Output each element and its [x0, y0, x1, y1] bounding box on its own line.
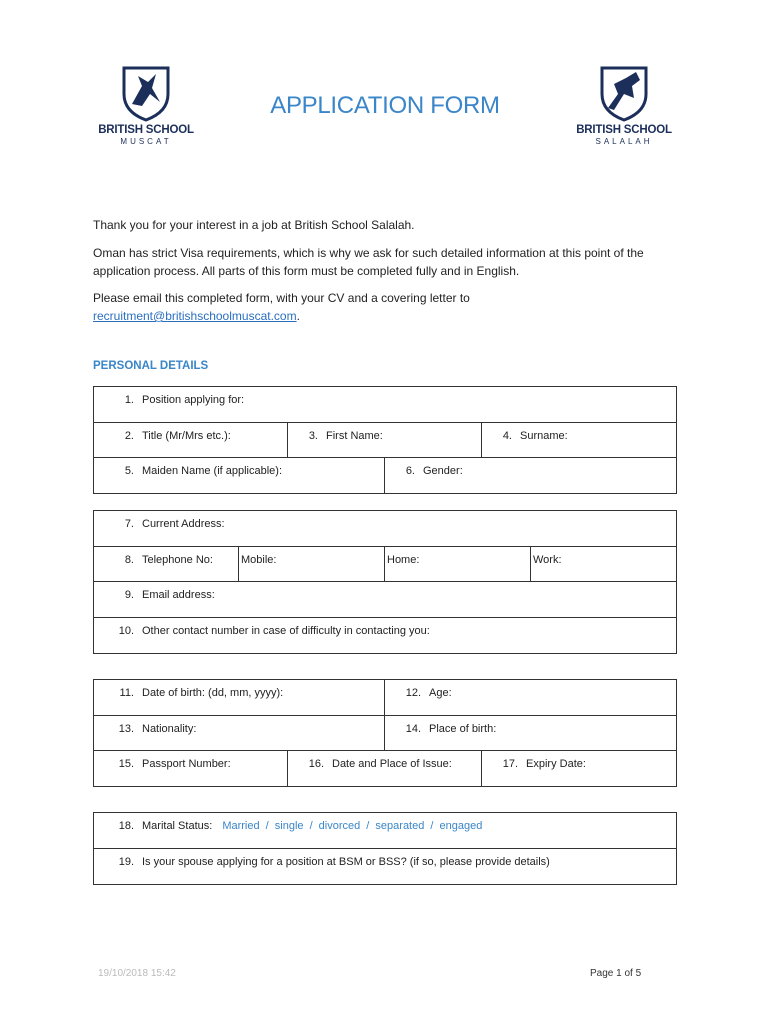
marital-status-options[interactable]: Married / single / divorced / separated / engaged [222, 820, 483, 832]
field-current-address[interactable] [94, 511, 677, 547]
footer-timestamp: 19/10/2018 15:42 [98, 968, 176, 979]
section-title-personal-details: PERSONAL DETAILS [93, 360, 209, 372]
field-number: 19. [118, 856, 134, 868]
field-work[interactable] [531, 547, 677, 582]
field-label: Surname: [520, 430, 568, 442]
intro-paragraph-3 [93, 289, 683, 325]
field-number: 10. [118, 625, 134, 637]
field-number: 18. [118, 820, 134, 832]
field-label: Date and Place of Issue: [332, 758, 452, 770]
field-maiden-name[interactable] [94, 458, 385, 494]
logo-right-name: BRITISH SCHOOL [576, 124, 672, 136]
field-number: 6. [405, 465, 415, 477]
field-age[interactable] [385, 680, 677, 716]
field-number: 7. [124, 518, 134, 530]
field-label: Work: [533, 554, 562, 566]
field-label: Home: [387, 554, 420, 566]
field-number: 14. [405, 723, 422, 735]
field-label: Current Address: [142, 518, 225, 530]
field-number: 17. [502, 758, 519, 770]
field-label: Place of birth: [429, 723, 497, 735]
intro-paragraph-3-text: Please email this completed form, with your CV and a covering letter to [93, 291, 470, 305]
field-label: Nationality: [142, 723, 197, 735]
field-label: Gender: [423, 465, 463, 477]
field-title[interactable] [94, 423, 288, 458]
field-label: Email address: [142, 589, 215, 601]
form-table-contact [93, 510, 677, 654]
field-label: Expiry Date: [526, 758, 586, 770]
field-number: 15. [118, 758, 134, 770]
field-label: Marital Status: [142, 820, 213, 832]
field-surname[interactable] [482, 423, 677, 458]
field-number: 4. [502, 430, 512, 442]
field-label: Other contact number in case of difficulty in contacting you: [142, 625, 430, 637]
logo-left-city: MUSCAT [120, 137, 172, 146]
field-mobile[interactable] [239, 547, 385, 582]
field-label: Position applying for: [142, 394, 245, 406]
field-label: Telephone No: [142, 554, 213, 566]
field-date-place-issue[interactable] [288, 751, 482, 787]
field-nationality[interactable] [94, 716, 385, 751]
field-number: 16. [308, 758, 324, 770]
page-title: APPLICATION FORM [270, 92, 500, 119]
footer-page-number: Page 1 of 5 [590, 968, 642, 979]
field-passport-number[interactable] [94, 751, 288, 787]
field-number: 12. [405, 687, 422, 699]
field-number: 8. [124, 554, 134, 566]
field-spouse-applying[interactable] [94, 849, 677, 885]
field-expiry-date[interactable] [482, 751, 677, 787]
field-email[interactable] [94, 582, 677, 618]
field-number: 2. [124, 430, 134, 442]
intro-paragraph-1: Thank you for your interest in a job at British School Salalah. [93, 218, 415, 232]
form-table-identity [93, 679, 677, 787]
field-marital-status[interactable] [94, 813, 677, 849]
intro-period: . [296, 309, 300, 323]
form-table-basic [93, 386, 677, 494]
field-label: Title (Mr/Mrs etc.): [142, 430, 231, 442]
field-first-name[interactable] [288, 423, 482, 458]
field-home[interactable] [385, 547, 531, 582]
recruitment-email-link[interactable]: recruitment@britishschoolmuscat.com [93, 309, 297, 323]
logo-left-name: BRITISH SCHOOL [98, 124, 194, 136]
field-number: 13. [118, 723, 134, 735]
field-label: Is your spouse applying for a position at BSM or BSS? (if so, please provide details) [142, 856, 550, 868]
field-position[interactable] [94, 387, 677, 423]
field-number: 3. [308, 430, 318, 442]
field-telephone [94, 547, 239, 582]
form-table-marital [93, 812, 677, 885]
field-date-of-birth[interactable] [94, 680, 385, 716]
field-label: Passport Number: [142, 758, 231, 770]
intro-paragraph-2: Oman has strict Visa requirements, which is why we ask for such detailed information at this point of the application process. All parts of this form must be completed fully and in English. [93, 246, 644, 278]
field-place-of-birth[interactable] [385, 716, 677, 751]
field-number: 1. [124, 394, 134, 406]
field-label: Maiden Name (if applicable): [142, 465, 283, 477]
field-label: Age: [429, 687, 452, 699]
field-label: First Name: [326, 430, 383, 442]
field-number: 5. [124, 465, 134, 477]
field-label: Date of birth: (dd, mm, yyyy): [142, 687, 284, 699]
field-gender[interactable] [385, 458, 677, 494]
field-label: Mobile: [241, 554, 277, 566]
logo-right-city: SALALAH [595, 137, 653, 146]
field-other-contact[interactable] [94, 618, 677, 654]
field-number: 9. [124, 589, 134, 601]
field-number: 11. [119, 687, 134, 699]
